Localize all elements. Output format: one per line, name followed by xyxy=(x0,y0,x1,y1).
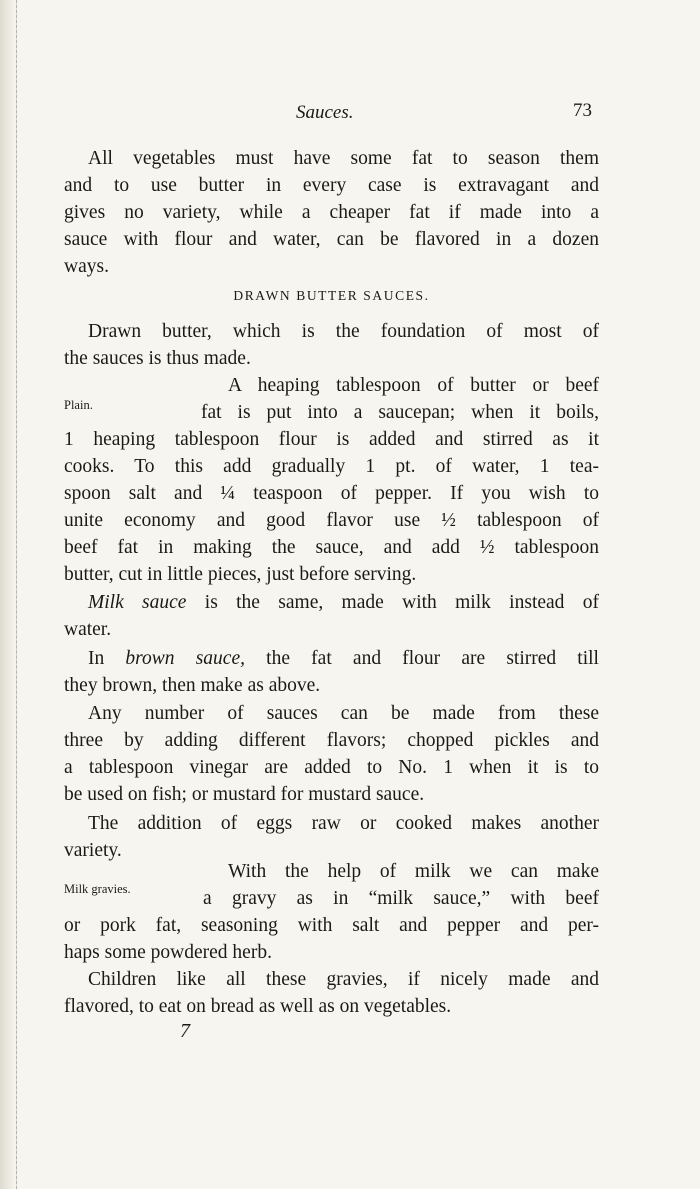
text-line: and to use butter in every case is extravagant and xyxy=(64,175,599,196)
text-line: variety. xyxy=(64,840,122,861)
text-line: they brown, then make as above. xyxy=(64,675,321,696)
margin-note-milk-gravies: Milk gravies. xyxy=(64,882,131,896)
text-line: cooks. To this add gradually 1 pt. of water, 1 tea- xyxy=(64,456,599,477)
text-line: The addition of eggs raw or cooked makes another xyxy=(88,813,599,834)
text-line: Any number of sauces can be made from these xyxy=(88,703,599,724)
signature-mark: 7 xyxy=(180,1020,190,1042)
text-line: haps some powdered herb. xyxy=(64,942,272,963)
text-line: a gravy as in “milk sauce,” with beef xyxy=(203,888,599,909)
paragraph-brown-sauce xyxy=(64,645,599,699)
text-span: In xyxy=(88,648,126,669)
paragraph-drawn-butter xyxy=(64,318,599,372)
text-line: Children like all these gravies, if nicely made and xyxy=(88,969,599,990)
text-line: water. xyxy=(64,619,112,640)
text-line: A heaping tablespoon of butter or beef xyxy=(228,375,599,396)
text-line: All vegetables must have some fat to season them xyxy=(88,148,599,169)
text-line xyxy=(64,645,599,672)
paragraph-eggs xyxy=(64,810,599,864)
italic-term: brown sauce, xyxy=(125,648,245,669)
paragraph-number-of-sauces xyxy=(64,700,599,808)
running-title: Sauces. xyxy=(296,102,354,123)
text-line: the sauces is thus made. xyxy=(64,348,251,369)
text-line: gives no variety, while a cheaper fat if made into a xyxy=(64,202,599,223)
page-number: 73 xyxy=(573,100,592,121)
text-span: is the same, made with milk instead of xyxy=(186,592,599,613)
text-line: or pork fat, seasoning with salt and pepper and per- xyxy=(64,915,599,936)
page-binding-edge xyxy=(0,0,17,1189)
paragraph-milk-gravies xyxy=(64,912,599,966)
text-line: unite economy and good flavor use ½ tablespoon of xyxy=(64,510,599,531)
text-line: flavored, to eat on bread as well as on vegetables. xyxy=(64,996,452,1017)
text-line: ways. xyxy=(64,256,109,277)
text-line: sauce with flour and water, can be flavored in a dozen xyxy=(64,229,599,250)
text-line: three by adding different flavors; chopped pickles and xyxy=(64,730,599,751)
italic-term: Milk sauce xyxy=(88,592,187,613)
section-heading: DRAWN BUTTER SAUCES. xyxy=(233,288,430,303)
text-line: fat is put into a saucepan; when it boils, xyxy=(201,402,599,423)
text-line: be used on fish; or mustard for mustard sauce. xyxy=(64,784,425,805)
text-line: 1 heaping tablespoon flour is added and stirred as it xyxy=(64,429,599,450)
paragraph-children-gravies xyxy=(64,966,599,1020)
text-line xyxy=(64,589,599,616)
text-line: beef fat in making the sauce, and add ½ tablespoon xyxy=(64,537,599,558)
text-line: spoon salt and ¼ teaspoon of pepper. If you wish to xyxy=(64,483,599,504)
text-line: a tablespoon vinegar are added to No. 1 when it is to xyxy=(64,757,599,778)
margin-note-plain: Plain. xyxy=(64,398,93,412)
paragraph-plain-method xyxy=(64,426,599,588)
paragraph-vegetables-fat xyxy=(64,145,599,280)
paragraph-milk-sauce xyxy=(64,589,599,643)
text-line: With the help of milk we can make xyxy=(228,861,599,882)
text-line: Drawn butter, which is the foundation of most of xyxy=(88,321,599,342)
text-line: butter, cut in little pieces, just before serving. xyxy=(64,564,417,585)
text-span: the fat and flour are stirred till xyxy=(245,648,599,669)
